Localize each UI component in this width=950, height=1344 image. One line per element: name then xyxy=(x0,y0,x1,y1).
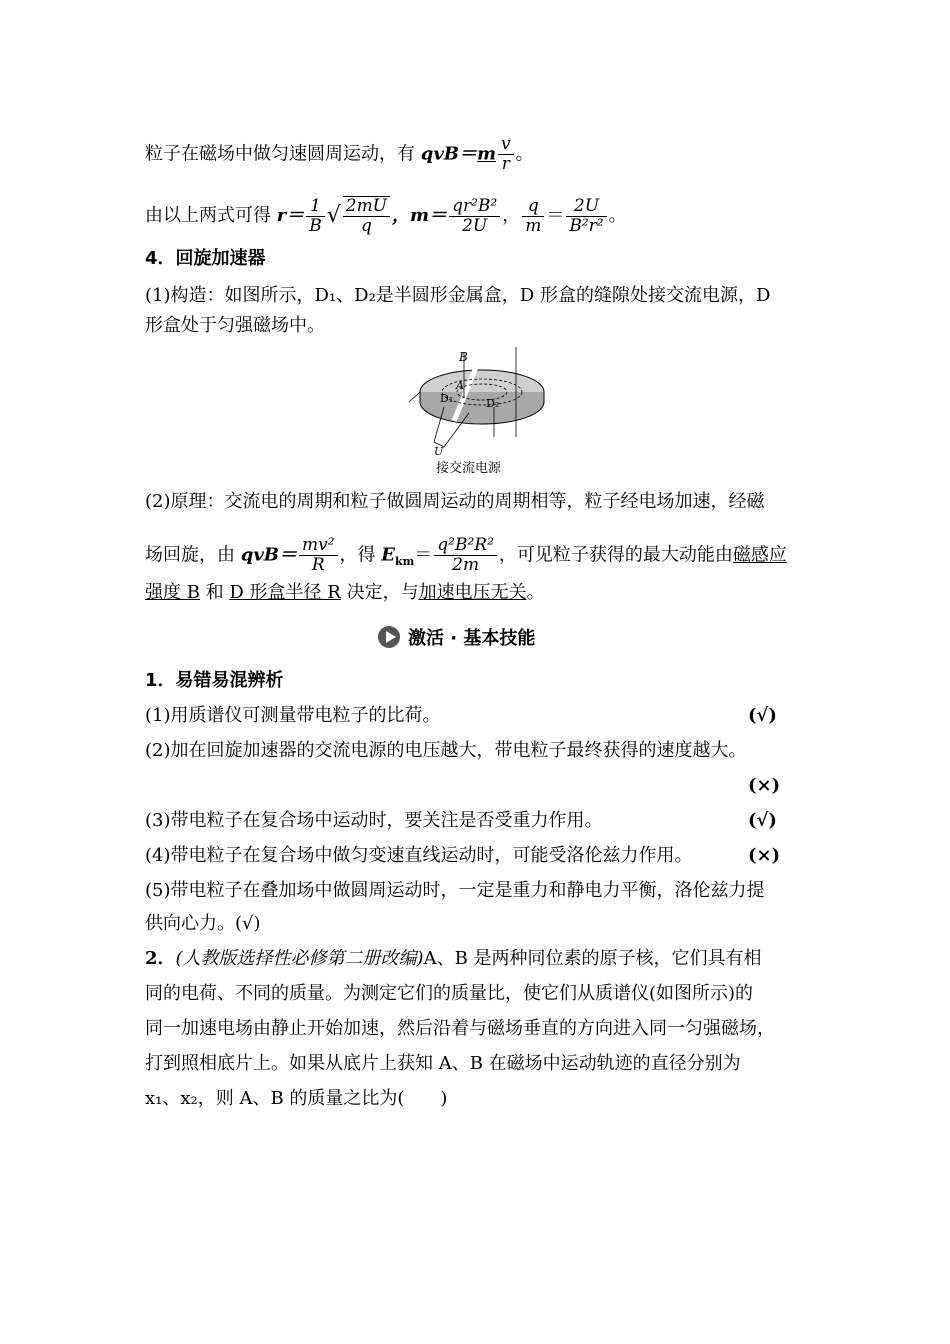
mark-1: (√) xyxy=(748,705,777,726)
section-heading xyxy=(378,624,535,650)
text: ，得 xyxy=(339,544,382,566)
question-1-item-5a: (5)带电粒子在叠加场中做圆周运动时，一定是重力和静电力平衡，洛伦兹力提 xyxy=(145,880,765,901)
question-1-item-2: (2)加在回旋加速器的交流电源的电压越大，带电粒子最终获得的速度越大。 xyxy=(145,740,747,761)
text: 由以上两式可得 xyxy=(145,205,277,226)
fraction-mv2-R xyxy=(299,536,338,575)
label-D1: D₁ xyxy=(440,392,454,405)
fraction-q-m xyxy=(522,197,544,236)
label-A: A xyxy=(456,379,464,392)
mark-4: (×) xyxy=(748,845,781,866)
formula-r: r＝ xyxy=(276,205,305,226)
text-sep: ， xyxy=(502,205,521,226)
subscript-km: km xyxy=(395,555,415,569)
question-1-item-4: (4)带电粒子在复合场中做匀变速直线运动时，可能受洛伦兹力作用。 xyxy=(145,845,693,866)
question-1-item-3: (3)带电粒子在复合场中运动时，要关注是否受重力作用。 xyxy=(145,810,603,831)
formula-E: E xyxy=(381,544,396,566)
frac-num: 2U xyxy=(566,197,606,217)
formula: qvB＝ xyxy=(420,143,477,165)
question-2-line-3: 同一加速电场由静止开始加速，然后沿着与磁场垂直的方向进入同一匀强磁场， xyxy=(145,1018,775,1039)
formula: qvB＝ xyxy=(240,544,297,566)
text-end: 。 xyxy=(608,205,627,226)
fraction-2U-B2r2 xyxy=(566,197,606,236)
frac-num: q²B²R² xyxy=(434,536,497,556)
fraction-2mU-q xyxy=(343,196,390,236)
underlined-answer: 磁感应 xyxy=(732,544,787,566)
text: 。 xyxy=(526,582,545,603)
frac-den: 2m xyxy=(452,555,480,575)
frac-den: B xyxy=(309,215,322,236)
question-2-line-4: 打到照相底片上。如果从底片上获知 A、B 在磁场中运动轨迹的直径分别为 xyxy=(145,1053,741,1074)
formula-m: m xyxy=(477,143,497,165)
frac-den: m xyxy=(525,215,542,236)
fraction-m xyxy=(449,197,500,236)
paragraph-principle-2 xyxy=(145,536,787,575)
text: 和 xyxy=(199,582,230,603)
paragraph-principle-1: (2)原理：交流电的周期和粒子做圆周运动的周期相等，粒子经电场加速，经磁 xyxy=(145,491,765,512)
text: A、B 是两种同位素的原子核，它们具有相 xyxy=(423,948,762,969)
formula-m: ，m＝ xyxy=(392,205,448,226)
label-U: U xyxy=(434,445,444,458)
question-2-line-2: 同的电荷、不同的质量。为测定它们的质量比，使它们从质谱仪(如图所示)的 xyxy=(145,983,754,1004)
section-title: 激活 · 基本技能 xyxy=(408,628,536,649)
question-1-item-1: (1)用质谱仪可测量带电粒子的比荷。 xyxy=(145,705,441,726)
underlined-answer-1: 强度 B xyxy=(145,582,200,603)
sqrt-icon: √ xyxy=(326,203,341,228)
text: 2． xyxy=(145,948,176,969)
frac-num: q xyxy=(522,197,544,217)
fraction-Ekm xyxy=(434,536,497,575)
frac-den: 2U xyxy=(462,215,488,236)
text-eq: ＝ xyxy=(546,205,565,226)
figure-caption: 接交流电源 xyxy=(436,461,502,476)
frac-num: v xyxy=(498,135,514,155)
frac-den: r xyxy=(501,154,510,174)
frac-den: R xyxy=(311,555,325,575)
fraction-v-r xyxy=(498,135,514,174)
frac-den: B²r² xyxy=(569,215,604,236)
paragraph-structure-1: (1)构造：如图所示，D₁、D₂是半圆形金属盒，D 形盒的缝隙处接交流电源，D xyxy=(145,285,771,306)
label-D2: D₂ xyxy=(486,397,500,410)
formula-line-2 xyxy=(145,196,627,236)
text: 粒子在磁场中做匀速圆周运动，有 xyxy=(145,143,421,165)
fraction-1-B xyxy=(306,197,325,236)
text: 决定，与 xyxy=(340,582,419,603)
play-icon xyxy=(378,626,400,648)
mark-2: (×) xyxy=(748,775,781,796)
frac-den: q xyxy=(360,216,372,236)
text: ，可见粒子获得的最大动能由 xyxy=(498,544,733,566)
frac-num: 2mU xyxy=(343,197,390,217)
label-B: B xyxy=(459,350,468,364)
question-2-line-5: x₁、x₂，则 A、B 的质量之比为( ) xyxy=(145,1088,448,1109)
text: 场回旋，由 xyxy=(145,544,241,566)
text-eq: ＝ xyxy=(414,544,433,566)
question-1-title: 1．易错易混辨析 xyxy=(145,670,284,691)
source-note: (人教版选择性必修第二册改编) xyxy=(175,948,424,969)
heading-cyclotron: 4．回旋加速器 xyxy=(145,248,266,269)
formula-line-1 xyxy=(145,135,534,174)
question-2-line-1 xyxy=(145,946,762,972)
frac-num: qr²B² xyxy=(449,197,500,217)
underlined-answer-2: D 形盒半径 R xyxy=(229,582,341,603)
mark-3: (√) xyxy=(748,810,777,831)
frac-num: mv² xyxy=(299,536,338,556)
question-1-item-5b: 供向心力。(√) xyxy=(145,913,261,934)
paragraph-structure-2: 形盒处于匀强磁场中。 xyxy=(145,315,325,336)
paragraph-principle-3 xyxy=(145,580,545,606)
frac-num: 1 xyxy=(306,197,325,217)
underlined-answer-3: 加速电压无关 xyxy=(418,582,527,603)
text-end: 。 xyxy=(515,143,534,165)
